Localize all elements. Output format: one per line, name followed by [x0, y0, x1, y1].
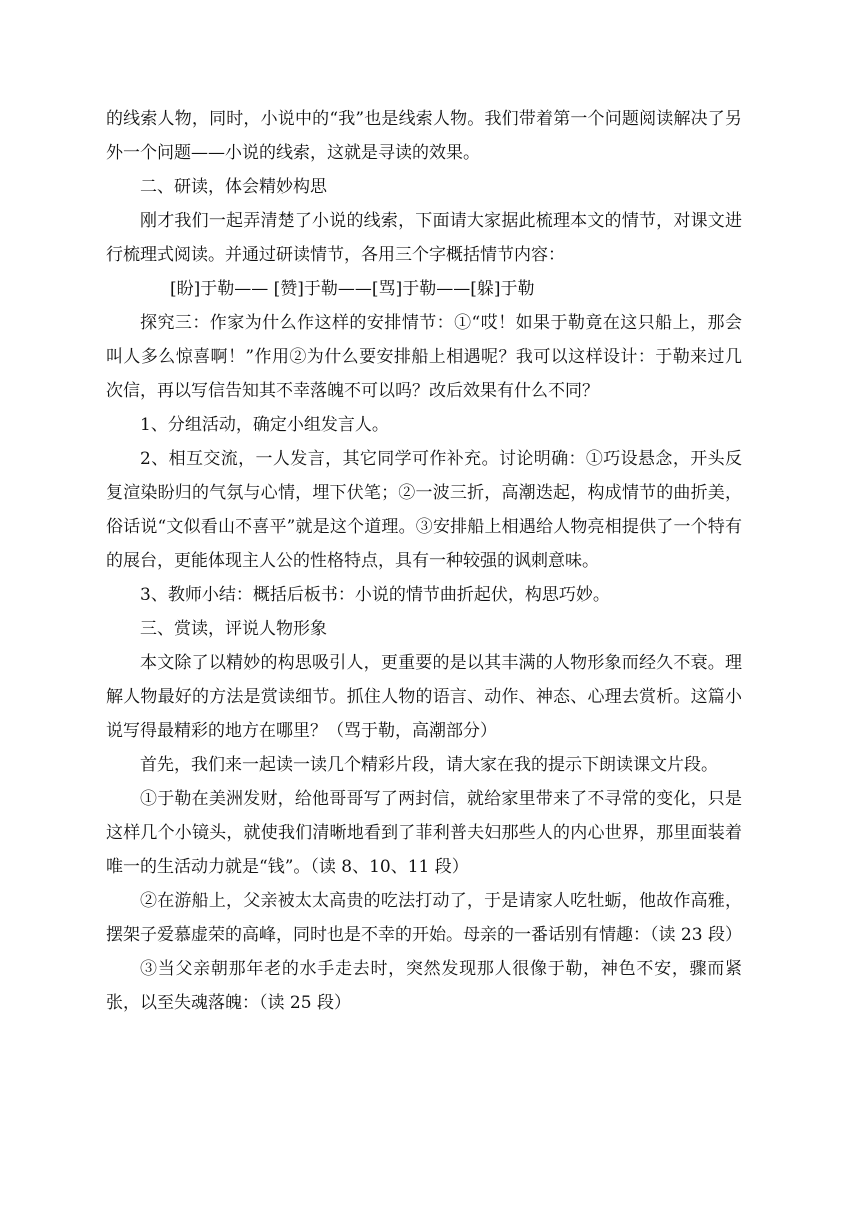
step-group-activity: 1、分组活动，确定小组发言人。 — [140, 415, 389, 435]
paragraph-clue-summary: 的线索人物，同时，小说中的“我”也是线索人物。我们带着第一个问题阅读解决了另外一个问题——小说的线索，这就是寻读的效果。 — [106, 109, 742, 163]
document-body — [106, 102, 742, 1020]
section-heading-appreciation: 三、赏读，评说人物形象 — [140, 619, 327, 639]
paragraph-plot-intro: 刚才我们一起弄清楚了小说的线索，下面请大家据此梳理本文的情节，对课文进行梳理式阅读。并通过研读情节，各用三个字概括情节内容： — [106, 211, 742, 265]
plot-summary-line: [盼]于勒—— [赞]于勒——[骂]于勒——[躲]于勒 — [170, 279, 535, 299]
excerpt-three: ③当父亲朝那年老的水手走去时，突然发现那人很像于勒，神色不安，骤而紧张，以至失魂落魄：（读 25 段） — [106, 959, 742, 1013]
paragraph-character-intro: 本文除了以精妙的构思吸引人，更重要的是以其丰满的人物形象而经久不衰。理解人物最好的方法是赏读细节。抓住人物的语言、动作、神态、心理去赏析。这篇小说写得最精彩的地方在哪里？（骂于勒，高潮部分） — [106, 653, 742, 741]
paragraph-reading-prompt: 首先，我们来一起读一读几个精彩片段，请大家在我的提示下朗读课文片段。 — [140, 755, 718, 775]
excerpt-one: ①于勒在美洲发财，给他哥哥写了两封信，就给家里带来了不寻常的变化，只是这样几个小镜头，就使我们清晰地看到了菲利普夫妇那些人的内心世界，那里面装着唯一的生活动力就是“钱”。（读 8、10、11 段） — [106, 789, 742, 877]
paragraph-inquiry-three: 探究三：作家为什么作这样的安排情节：①“哎！如果于勒竟在这只船上，那会叫人多么惊喜啊！”作用②为什么要安排船上相遇呢？我可以这样设计：于勒来过几次信，再以写信告知其不幸落魄不可以吗？改后效果有什么不同？ — [106, 313, 742, 401]
step-exchange-discussion: 2、相互交流，一人发言，其它同学可作补充。讨论明确：①巧设悬念，开头反复渲染盼归的气氛与心情，埋下伏笔；②一波三折，高潮迭起，构成情节的曲折美，俗话说“文似看山不喜平”就是这个道理。③安排船上相遇给人物亮相提供了一个特有的展台，更能体现主人公的性格特点，具有一种较强的讽刺意味。 — [106, 449, 742, 571]
step-teacher-summary: 3、教师小结：概括后板书：小说的情节曲折起伏，构思巧妙。 — [140, 585, 610, 605]
excerpt-two: ②在游船上，父亲被太太高贵的吃法打动了，于是请家人吃牡蛎，他故作高雅，摆架子爱慕虚荣的高峰，同时也是不幸的开始。母亲的一番话别有情趣：（读 23 段） — [106, 891, 742, 945]
section-heading-study: 二、研读，体会精妙构思 — [140, 177, 327, 197]
